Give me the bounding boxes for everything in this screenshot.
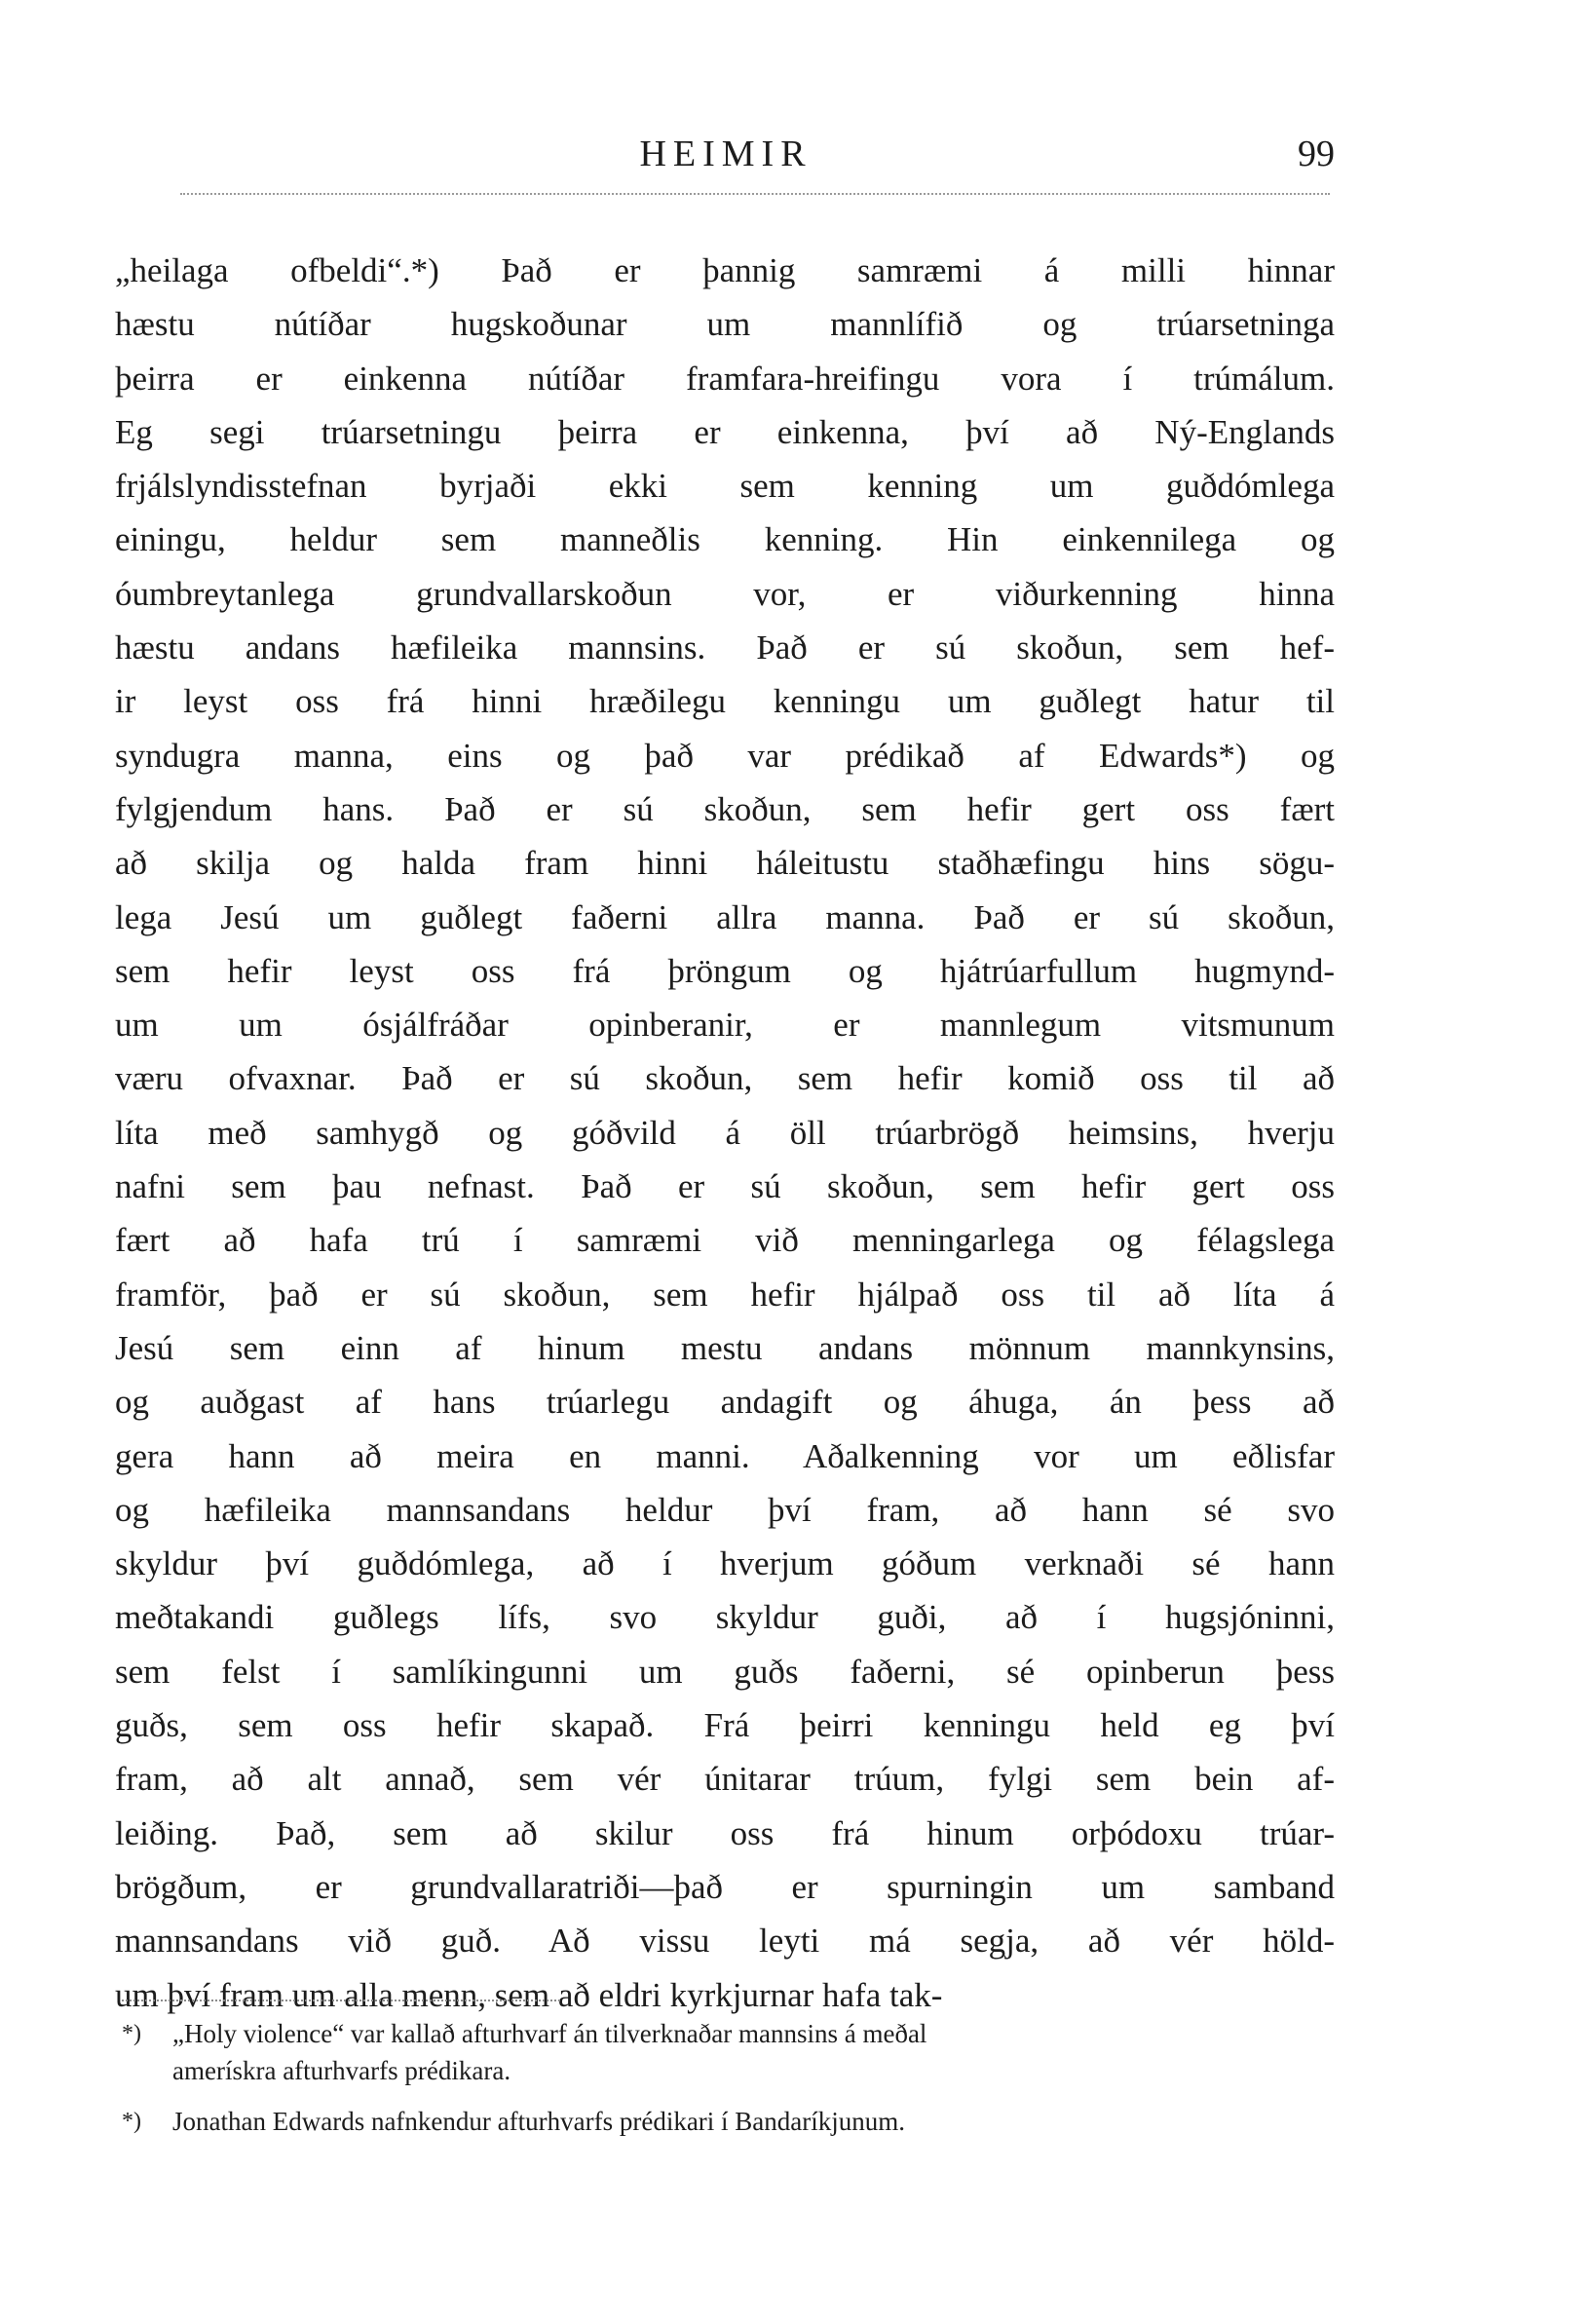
text-line: brögðum, er grundvallaratriði—það er spurningin um samband [115,1867,1335,1906]
text-line: fram, að alt annað, sem vér únitarar trúum, fylgi sem bein af- [115,1760,1335,1799]
text-line: gera hann að meira en manni. Aðalkenning vor um eðlisfar [115,1436,1335,1475]
text-line: skyldur því guðdómlega, að í hverjum góðum verknaði sé hann [115,1544,1335,1583]
text-line: hæstu nútíðar hugskoðunar um mannlífið og trúarsetninga [115,305,1335,344]
text-line: þeirra er einkenna nútíðar framfara-hreifingu vora í trúmálum. [115,359,1335,398]
text-line: framför, það er sú skoðun, sem hefir hjálpað oss til að líta á [115,1275,1335,1314]
footnote-text: amerískra afturhvarfs prédikara. [172,2056,511,2085]
text-line: lega Jesú um guðlegt faðerni allra manna. Það er sú skoðun, [115,897,1335,936]
footnote-mark: *) [122,2109,141,2134]
footnote-text: Jonathan Edwards nafnkendur afturhvarfs prédikari í Bandaríkjunum. [172,2107,906,2136]
text-line: um því fram um alla menn, sem að eldri kyrkjurnar hafa tak- [115,1975,943,2014]
text-line: og auðgast af hans trúarlegu andagift og áhuga, án þess að [115,1383,1335,1422]
footnote-rule [122,2000,560,2001]
running-title: HEIMIR [639,133,813,174]
page-header [117,125,1335,183]
footnote-text: „Holy violence“ var kallað afturhvarf án tilverknaðar mannsins á meðal [172,2019,927,2048]
text-line: sem felst í samlíkingunni um guðs faðerni, sé opinberun þess [115,1652,1335,1691]
text-line: meðtakandi guðlegs lífs, svo skyldur guði, að í hugsjóninni, [115,1598,1335,1637]
text-line: guðs, sem oss hefir skapað. Frá þeirri kenningu held eg því [115,1706,1335,1745]
text-line: mannsandans við guð. Að vissu leyti má segja, að vér höld- [115,1922,1335,1961]
text-line: væru ofvaxnar. Það er sú skoðun, sem hefir komið oss til að [115,1059,1335,1098]
text-line: einingu, heldur sem manneðlis kenning. Hin einkennilega og [115,520,1335,559]
text-line: líta með samhygð og góðvild á öll trúarbrögð heimsins, hverju [115,1113,1335,1152]
text-line: „heilaga ofbeldi“.*) Það er þannig samræmi á milli hinnar [115,251,1335,289]
body-text [115,244,1335,2022]
text-line: leiðing. Það, sem að skilur oss frá hinum orþódoxu trúar- [115,1813,1335,1852]
page-number: 99 [1298,133,1335,174]
text-line: Jesú sem einn af hinum mestu andans mönnum mannkynsins, [115,1328,1335,1367]
text-line: fylgjendum hans. Það er sú skoðun, sem hefir gert oss fært [115,789,1335,828]
footnote [122,2015,1340,2089]
text-line: að skilja og halda fram hinni háleitustu staðhæfingu hins sögu- [115,844,1335,883]
text-line: sem hefir leyst oss frá þröngum og hjátrúarfullum hugmynd- [115,951,1335,990]
text-line: um um ósjálfráðar opinberanir, er mannlegum vitsmunum [115,1006,1335,1045]
text-line: og hæfileika mannsandans heldur því fram, að hann sé svo [115,1490,1335,1529]
footnote [122,2103,1340,2140]
text-line: ir leyst oss frá hinni hræðilegu kenningu um guðlegt hatur til [115,682,1335,721]
header-rule [180,193,1330,195]
footnotes [122,2015,1340,2140]
text-line: hæstu andans hæfileika mannsins. Það er sú skoðun, sem hef- [115,629,1335,667]
text-line: syndugra manna, eins og það var prédikað af Edwards*) og [115,736,1335,775]
text-line: frjálslyndisstefnan byrjaði ekki sem kenning um guðdómlega [115,467,1335,506]
footnote-mark: *) [122,2021,141,2046]
text-line: Eg segi trúarsetningu þeirra er einkenna, því að Ný-Englands [115,412,1335,451]
text-line: nafni sem þau nefnast. Það er sú skoðun, sem hefir gert oss [115,1167,1335,1206]
text-line: fært að hafa trú í samræmi við menningarlega og félagslega [115,1221,1335,1260]
text-line: óumbreytanlega grundvallarskoðun vor, er viðurkenning hinna [115,574,1335,613]
